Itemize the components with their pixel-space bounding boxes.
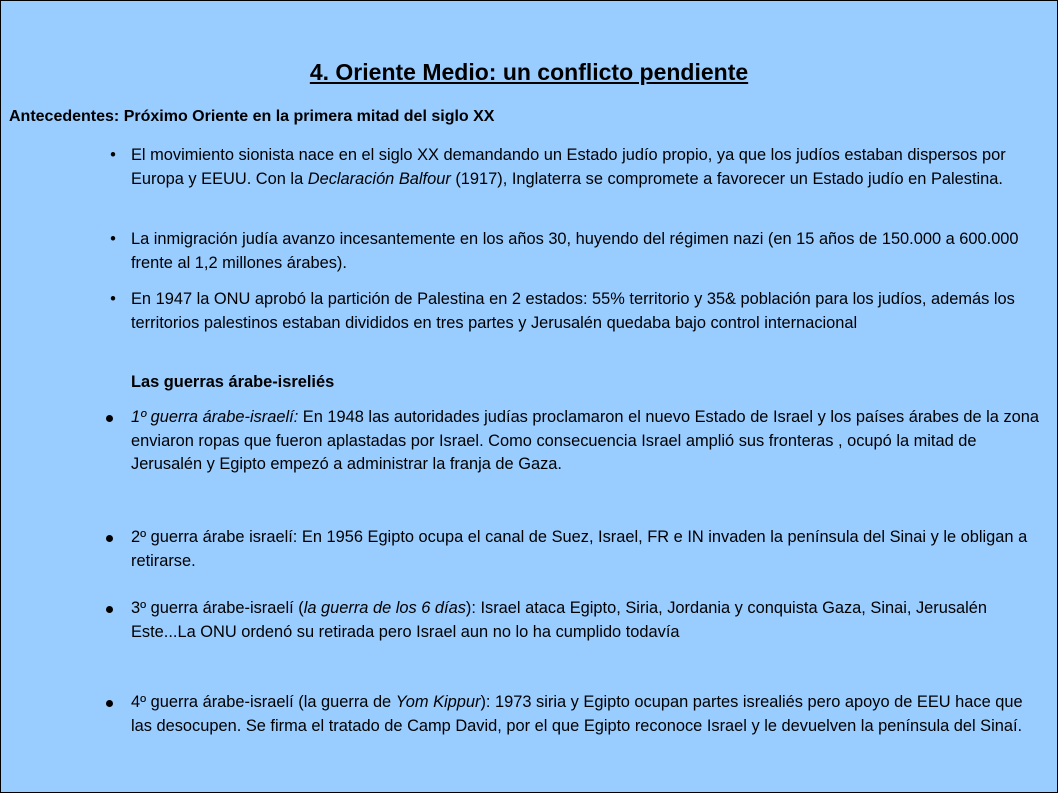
item-text: En 1947 la ONU aprobó la partición de Palestina en 2 estados: 55% territorio y 35& población para los judíos, además los territorios palestinos estaban divididos en tres partes y Jerusalén quedaba bajo control internacional xyxy=(131,290,1015,332)
war-text: En 1948 las autoridades judías proclamaron el nuevo Estado de Israel y los países árabes de la zona enviaron ropas que fueron aplastadas por Israel. Como consecuencia Israel amplió sus fronteras , ocupó la mitad de Jerusalén y Egipto empezó a administrar la franja de Gaza. xyxy=(131,408,1040,473)
war-label-italic: 1º guerra árabe-israelí: xyxy=(131,408,299,426)
bullet-dot-icon xyxy=(106,700,113,707)
item-text-part1: El movimiento sionista nace en el siglo XX demandando un Estado judío propio, ya que los judíos estaban dispersos por Europa y EEUU. Con la xyxy=(131,146,1006,188)
bullet-item-particion xyxy=(110,288,1043,335)
war-text-part1: 4º guerra árabe-israelí (la guerra de xyxy=(131,693,396,711)
item-text: La inmigración judía avanzo incesantemente en los años 30, huyendo del régimen nazi (en 15 años de 150.000 a 600.000 frente al 1,2 millones árabes). xyxy=(131,230,1019,272)
bullet-dot-icon xyxy=(106,535,113,542)
bullet-dot-icon xyxy=(106,606,113,613)
item-text-italic: Declaración Balfour xyxy=(307,169,451,188)
section-subtitle: Antecedentes: Próximo Oriente en la primera mitad del siglo XX xyxy=(9,108,495,125)
war-text-italic: la guerra de los 6 días xyxy=(303,599,466,617)
war-item-3 xyxy=(131,597,1043,644)
war-text-part1: 3º guerra árabe-israelí ( xyxy=(131,599,304,617)
war-text-part2: ): Israel ataca Egipto, Siria, Jordania y conquista Gaza, Sinai, Jerusalén Este...La ONU ordenó su retirada pero Israel aun no lo ha cumplido todavía xyxy=(131,599,988,641)
guerras-heading: Las guerras árabe-isreliés xyxy=(131,373,335,391)
bullet-icon: • xyxy=(110,230,116,248)
war-text-part2: ): 1973 siria y Egipto ocupan partes isrealiés pero apoyo de EEU hace que las desocupen. Se firma el tratado de Camp David, por el que Egipto reconoce Israel y le devuelven la península del Sinaí. xyxy=(131,693,1023,735)
war-item-4 xyxy=(131,691,1043,738)
bullet-icon: • xyxy=(110,146,116,164)
bullet-item-inmigracion xyxy=(110,228,1043,275)
war-text-italic: Yom Kippur xyxy=(395,693,481,711)
war-item-2 xyxy=(131,526,1043,573)
bullet-icon: • xyxy=(110,290,116,308)
war-item-1 xyxy=(131,406,1043,477)
item-text-part2: (1917), Inglaterra se compromete a favorecer un Estado judío en Palestina. xyxy=(450,169,1003,188)
bullet-item-sionismo xyxy=(110,144,1043,191)
bullet-dot-icon xyxy=(106,415,113,422)
war-text: 2º guerra árabe israelí: En 1956 Egipto ocupa el canal de Suez, Israel, FR e IN invaden la península del Sinai y le obligan a retirarse. xyxy=(131,528,1028,570)
slide-title: 4. Oriente Medio: un conflicto pendiente xyxy=(309,59,749,85)
